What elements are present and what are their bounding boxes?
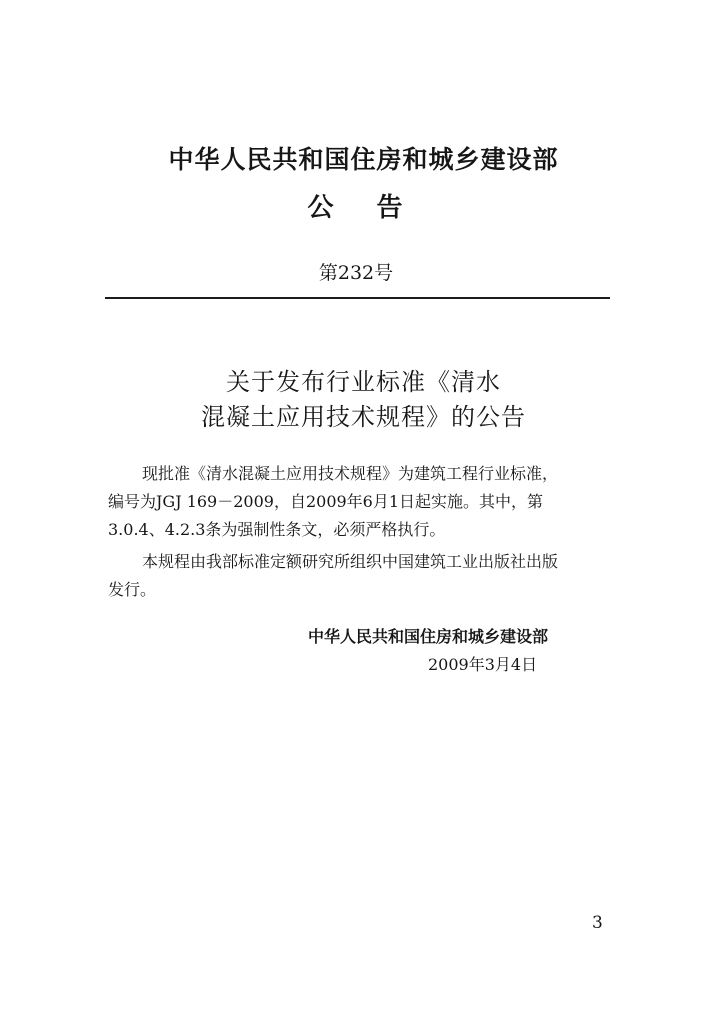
body-line: 现批准《清水混凝土应用技术规程》为建筑工程行业标准，	[142, 464, 559, 483]
signature-date: 2009年3月4日	[428, 655, 538, 674]
notice-number: 第232号	[318, 262, 394, 284]
body-line: 3.0.4、4.2.3条为强制性条文，必须严格执行。	[108, 520, 446, 539]
body-line: 发行。	[108, 580, 157, 599]
subject-title-line-1: 关于发布行业标准《清水	[226, 368, 501, 396]
body-line: 编号为JGJ 169－2009，自2009年6月1日起实施。其中，第	[108, 492, 544, 511]
horizontal-rule	[105, 297, 610, 299]
notice-heading: 公 告	[307, 193, 405, 223]
page-number: 3	[592, 913, 603, 933]
subject-title-line-2: 混凝土应用技术规程》的公告	[201, 403, 526, 431]
signature-department: 中华人民共和国住房和城乡建设部	[308, 627, 549, 646]
department-title: 中华人民共和国住房和城乡建设部	[168, 145, 559, 174]
body-line: 本规程由我部标准定额研究所组织中国建筑工业出版社出版	[142, 552, 559, 571]
